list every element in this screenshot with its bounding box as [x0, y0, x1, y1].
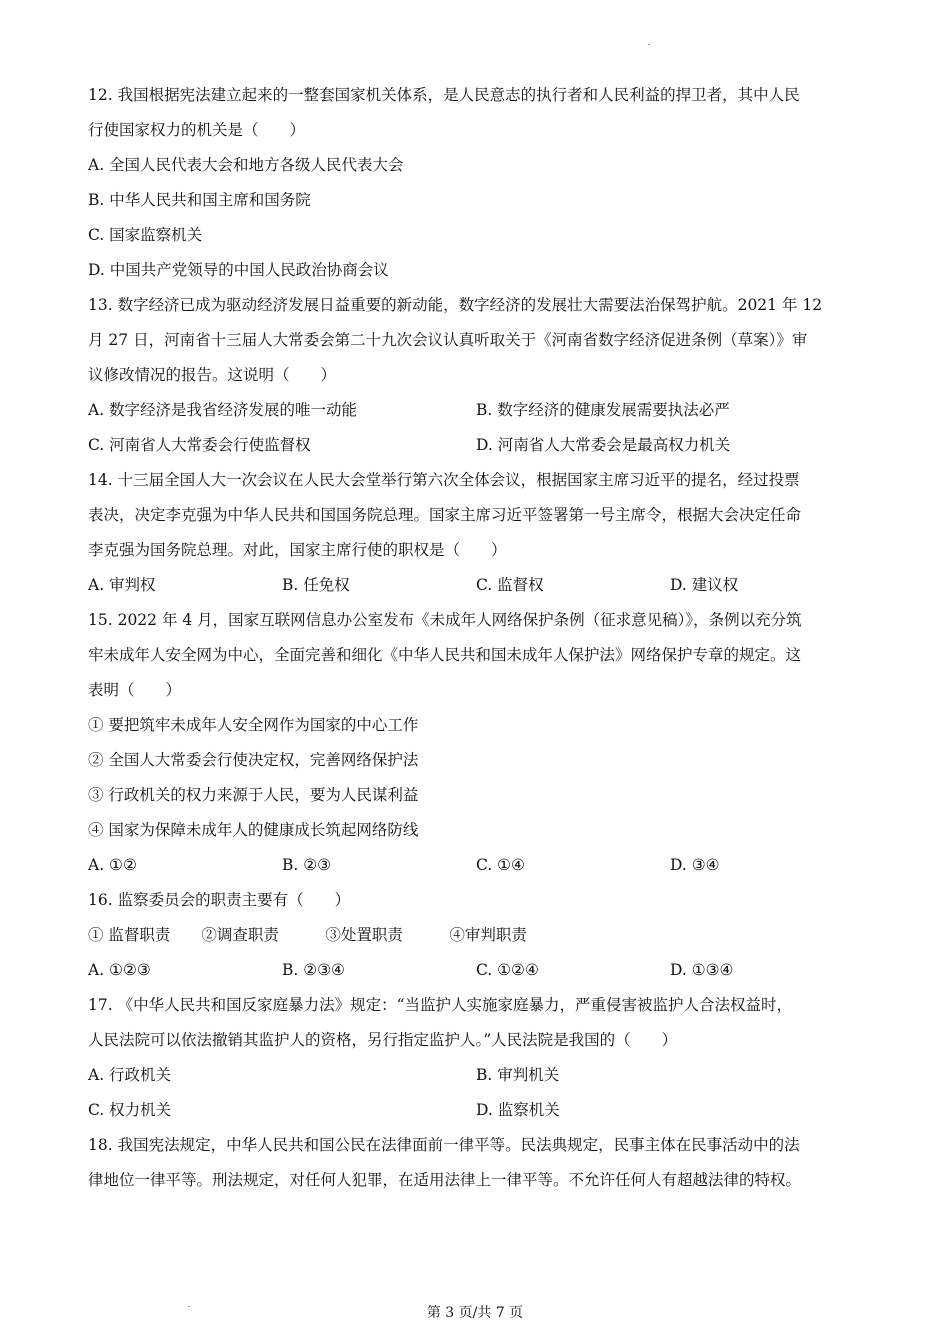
option-c: C. ①④	[476, 856, 525, 874]
question-15	[88, 603, 878, 883]
question-stem: 18. 我国宪法规定，中华人民共和国公民在法律面前一律平等。民法典规定，民事主体在民事活动中的法	[88, 1136, 800, 1154]
option-b: B. 审判机关	[476, 1066, 560, 1084]
option-b: B. 数字经济的健康发展需要执法必严	[476, 401, 730, 419]
question-stem: 牢未成年人安全网为中心，全面完善和细化《中华人民共和国未成年人保护法》网络保护专章的规定。这	[88, 646, 802, 664]
statements-inline: ① 监督职责 ②调查职责 ③处置职责 ④审判职责	[88, 926, 527, 944]
question-12	[88, 78, 878, 288]
question-13	[88, 288, 878, 463]
question-stem: 16. 监察委员会的职责主要有（ ）	[88, 891, 351, 909]
option-c: C. 监督权	[476, 576, 544, 594]
question-stem: 议修改情况的报告。这说明（ ）	[88, 366, 337, 384]
option-b: B. ②③	[282, 856, 332, 874]
option-b: B. ②③④	[282, 961, 345, 979]
question-14	[88, 463, 878, 603]
option-a: A. 数字经济是我省经济发展的唯一动能	[88, 401, 358, 419]
options-row	[88, 1058, 878, 1093]
page-number: 第 3 页/共 7 页	[426, 1305, 524, 1321]
options-row	[88, 428, 878, 463]
question-stem: 行使国家权力的机关是（ ）	[88, 121, 306, 139]
option-d: D. 监察机关	[476, 1101, 560, 1119]
question-stem: 人民法院可以依法撤销其监护人的资格，另行指定监护人。”人民法院是我国的（ ）	[88, 1031, 678, 1049]
option-d: D. ①③④	[670, 961, 734, 979]
question-18	[88, 1128, 878, 1198]
question-stem: 17. 《中华人民共和国反家庭暴力法》规定：“当监护人实施家庭暴力，严重侵害被监护人合法权益时，	[88, 996, 793, 1014]
options-row	[88, 393, 878, 428]
question-stem: 15. 2022 年 4 月，国家互联网信息办公室发布《未成年人网络保护条例（征求意见稿）》，条例以充分筑	[88, 611, 802, 629]
option-d: D. ③④	[670, 856, 720, 874]
option-c: C. 权力机关	[88, 1101, 172, 1119]
question-stem: 月 27 日，河南省十三届人大常委会第二十九次会议认真听取关于《河南省数字经济促进条例（草案）》审	[88, 331, 808, 349]
option-a: A. 行政机关	[88, 1066, 172, 1084]
question-stem: 表决，决定李克强为中华人民共和国国务院总理。国家主席习近平签署第一号主席令，根据大会决定任命	[88, 506, 802, 524]
option-c: C. 河南省人大常委会行使监督权	[88, 436, 311, 454]
options-row	[88, 1093, 878, 1128]
statement-4: ④ 国家为保障未成年人的健康成长筑起网络防线	[88, 821, 419, 839]
option-b: B. 任免权	[282, 576, 350, 594]
option-a: A. ①②③	[88, 961, 151, 979]
option-a: A. 审判权	[88, 576, 156, 594]
question-stem: 律地位一律平等。刑法规定，对任何人犯罪，在适用法律上一律平等。不允许任何人有超越法律的特权。	[88, 1171, 802, 1189]
question-stem: 表明（ ）	[88, 681, 182, 699]
option-a: A. ①②	[88, 856, 137, 874]
option-c: C. ①②④	[476, 961, 539, 979]
question-stem: 14. 十三届全国人大一次会议在人民大会堂举行第六次全体会议，根据国家主席习近平的提名，经过投票	[88, 471, 800, 489]
scan-mark	[648, 44, 650, 45]
question-16	[88, 883, 878, 988]
statement-3: ③ 行政机关的权力来源于人民，要为人民谋利益	[88, 786, 419, 804]
question-stem: 12. 我国根据宪法建立起来的一整套国家机关体系，是人民意志的执行者和人民利益的捍卫者，其中人民	[88, 86, 800, 104]
statement-1: ① 要把筑牢未成年人安全网作为国家的中心工作	[88, 716, 419, 734]
question-17	[88, 988, 878, 1128]
exam-page	[88, 78, 878, 1198]
option-a: A. 全国人民代表大会和地方各级人民代表大会	[88, 156, 404, 174]
option-d: D. 中国共产党领导的中国人民政治协商会议	[88, 261, 389, 279]
options-row	[88, 953, 878, 988]
options-row	[88, 568, 878, 603]
statement-2: ② 全国人大常委会行使决定权，完善网络保护法	[88, 751, 419, 769]
option-d: D. 河南省人大常委会是最高权力机关	[476, 436, 731, 454]
option-b: B. 中华人民共和国主席和国务院	[88, 191, 311, 209]
question-stem: 李克强为国务院总理。对此，国家主席行使的职权是（ ）	[88, 541, 507, 559]
question-stem: 13. 数字经济已成为驱动经济发展日益重要的新动能，数字经济的发展壮大需要法治保驾护航。2021 年 12	[88, 296, 823, 314]
option-d: D. 建议权	[670, 576, 739, 594]
options-row	[88, 848, 878, 883]
option-c: C. 国家监察机关	[88, 226, 203, 244]
